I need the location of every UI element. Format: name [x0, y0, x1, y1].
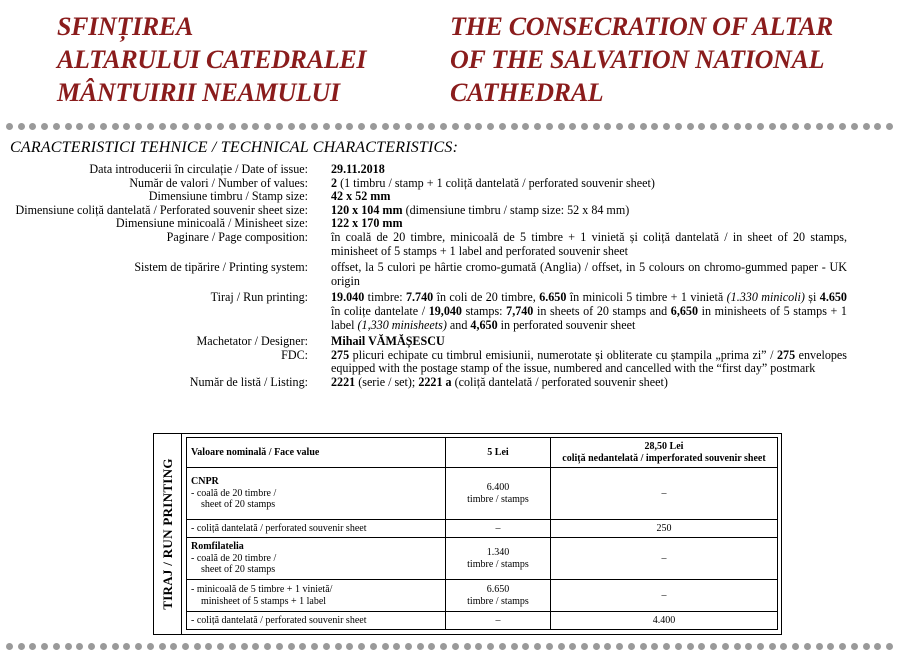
spec-value: Mihail VĂMĂȘESCU — [331, 334, 445, 349]
divider-dot — [159, 643, 166, 650]
divider-dot — [229, 643, 236, 650]
spec-value: 120 x 104 mm (dimensiune timbru / stamp size: 52 x 84 mm) — [331, 202, 630, 217]
divider-dot — [323, 643, 330, 650]
divider-dot — [217, 643, 224, 650]
divider-dot — [816, 643, 823, 650]
spec-label: Tiraj / Run printing: — [210, 290, 308, 305]
divider-dot — [851, 123, 858, 130]
divider-dot — [194, 643, 201, 650]
divider-dot — [53, 643, 60, 650]
divider-dot — [475, 643, 482, 650]
spec-label: Dimensiune coliță dantelată / Perforated souvenir sheet size: — [15, 202, 308, 217]
divider-dot — [299, 123, 306, 130]
divider-dot — [299, 643, 306, 650]
divider-dot — [675, 643, 682, 650]
divider-dot — [252, 643, 259, 650]
divider-dot — [264, 643, 271, 650]
divider-dot — [100, 643, 107, 650]
divider-dot — [417, 123, 424, 130]
spec-row-issue-date — [0, 163, 880, 177]
spec-label: FDC: — [281, 347, 308, 362]
table-row — [187, 538, 778, 580]
divider-dot — [816, 123, 823, 130]
divider-dot — [18, 123, 25, 130]
divider-dot — [346, 643, 353, 650]
divider-dot — [874, 643, 881, 650]
divider-dot — [135, 643, 142, 650]
divider-dot — [511, 123, 518, 130]
divider-dot — [558, 643, 565, 650]
divider-dot — [593, 123, 600, 130]
divider-dot — [382, 123, 389, 130]
divider-dot — [874, 123, 881, 130]
divider-dot — [147, 643, 154, 650]
divider-dot — [604, 123, 611, 130]
spec-row-values — [0, 177, 880, 191]
divider-dot — [405, 643, 412, 650]
spec-row-listing — [0, 376, 880, 390]
row-value-5-lei: – — [446, 612, 551, 630]
divider-dot — [405, 123, 412, 130]
divider-dot — [534, 123, 541, 130]
title-romanian — [57, 10, 366, 109]
divider-dot — [88, 643, 95, 650]
row-description: - coliță dantelată / perforated souvenir sheet — [187, 612, 446, 630]
divider-dot — [288, 643, 295, 650]
spec-value: în coală de 20 timbre, minicoală de 5 timbre + 1 vinietă și coliță dantelată / in sheet of 20 stamps, minisheet of 5 stamps + 1 label and perforated souvenir sheet — [331, 229, 847, 258]
divider-dot — [241, 123, 248, 130]
divider-dot — [581, 123, 588, 130]
divider-dot — [757, 123, 764, 130]
spec-row-sheet-size — [0, 204, 880, 218]
row-description: - coliță dantelată / perforated souvenir sheet — [187, 520, 446, 538]
divider-dot — [827, 123, 834, 130]
divider-dot — [569, 643, 576, 650]
divider-dot — [745, 643, 752, 650]
divider-dot — [522, 123, 529, 130]
divider-dot — [76, 123, 83, 130]
divider-dot — [475, 123, 482, 130]
divider-dot — [346, 123, 353, 130]
divider-dot — [734, 123, 741, 130]
divider-dot — [264, 123, 271, 130]
divider-dot — [6, 643, 13, 650]
divider-dot — [886, 123, 893, 130]
divider-dot — [651, 123, 658, 130]
spec-row-run-printing — [0, 291, 880, 332]
divider-dot — [780, 643, 787, 650]
divider-dot — [628, 643, 635, 650]
divider-dot — [522, 643, 529, 650]
divider-dot — [616, 643, 623, 650]
divider-dot — [581, 643, 588, 650]
spec-value: 29.11.2018 — [331, 162, 385, 176]
divider-dot — [499, 643, 506, 650]
divider-dot — [640, 643, 647, 650]
divider-dot — [863, 643, 870, 650]
divider-dot — [276, 123, 283, 130]
divider-dot — [323, 123, 330, 130]
divider-dot — [370, 643, 377, 650]
spec-label: Machetator / Designer: — [196, 334, 308, 349]
printing-table — [186, 437, 778, 630]
divider-dot — [534, 643, 541, 650]
divider-dot — [616, 123, 623, 130]
divider-dot — [687, 643, 694, 650]
divider-dot — [194, 123, 201, 130]
divider-dot — [53, 123, 60, 130]
divider-dot — [628, 123, 635, 130]
divider-dot — [182, 643, 189, 650]
divider-dot — [229, 123, 236, 130]
divider-dot — [745, 123, 752, 130]
divider-dot — [722, 123, 729, 130]
technical-specs — [0, 163, 880, 390]
spec-row-page-composition — [0, 231, 880, 258]
divider-dot — [827, 643, 834, 650]
divider-dot — [722, 643, 729, 650]
spec-label: Număr de listă / Listing: — [189, 374, 308, 389]
title-en-line-1: THE CONSECRATION OF ALTAR — [450, 12, 833, 41]
run-printing-table — [153, 433, 782, 635]
spec-value: 42 x 52 mm — [331, 189, 391, 204]
divider-dot — [288, 123, 295, 130]
spec-row-minisheet-size — [0, 217, 880, 231]
divider-dot — [147, 123, 154, 130]
divider-dot — [804, 123, 811, 130]
divider-dot — [487, 123, 494, 130]
divider-dot — [205, 123, 212, 130]
divider-dot — [804, 643, 811, 650]
divider-dot — [41, 643, 48, 650]
divider-dot — [370, 123, 377, 130]
table-row — [187, 612, 778, 630]
divider-dot — [558, 123, 565, 130]
header-face-value: Valoare nominală / Face value — [187, 438, 446, 468]
divider-dot — [698, 643, 705, 650]
row-value-5-lei: 6.400 timbre / stamps — [446, 468, 551, 520]
spec-row-printing-system — [0, 261, 880, 288]
divider-dot — [417, 643, 424, 650]
divider-dot — [6, 123, 13, 130]
divider-dot — [88, 123, 95, 130]
header-5-lei: 5 Lei — [446, 438, 551, 468]
divider-dot — [499, 123, 506, 130]
divider-dot — [205, 643, 212, 650]
divider-dot — [252, 123, 259, 130]
divider-dot — [839, 643, 846, 650]
divider-dot — [792, 643, 799, 650]
spec-value: 19.040 timbre: 7.740 în coli de 20 timbre, 6.650 în minicoli 5 timbre + 1 vinietă (1.330 minicoli) și 4.650 în colițe dantelate / 19,040 stamps: 7,740 in sheets of 20 stamps and 6,650 in minisheets of 5 stamps + 1 label (1,330 minisheets) and 4,650 in perforated souvenir sheet — [331, 290, 847, 332]
divider-dot — [170, 123, 177, 130]
divider-dot — [41, 123, 48, 130]
divider-dot — [112, 643, 119, 650]
title-english — [450, 10, 833, 109]
title-ro-line-3: MÂNTUIRII NEAMULUI — [57, 78, 340, 107]
divider-dot — [687, 123, 694, 130]
divider-dot — [780, 123, 787, 130]
spec-row-stamp-size — [0, 190, 880, 204]
divider-dot — [159, 123, 166, 130]
divider-dot — [675, 123, 682, 130]
divider-dot — [311, 643, 318, 650]
divider-dot — [663, 123, 670, 130]
divider-dot — [863, 123, 870, 130]
row-description: CNPR - coală de 20 timbre / sheet of 20 stamps — [187, 468, 446, 520]
divider-dot — [393, 643, 400, 650]
table-header-row — [187, 438, 778, 468]
divider-dot — [217, 123, 224, 130]
divider-dot — [593, 643, 600, 650]
divider-dot — [604, 643, 611, 650]
spec-row-designer — [0, 335, 880, 349]
divider-dot — [464, 643, 471, 650]
divider-dot — [65, 123, 72, 130]
divider-dot — [511, 643, 518, 650]
spec-value: offset, la 5 culori pe hârtie cromo-gumată (Anglia) / offset, in 5 colours on chromo-gummed paper - UK origin — [331, 260, 847, 288]
divider-dot — [710, 643, 717, 650]
divider-dot — [769, 123, 776, 130]
row-value-28-50-lei: – — [551, 580, 778, 612]
spec-label: Data introducerii în circulație / Date of issue: — [89, 162, 308, 176]
spec-value: 275 plicuri echipate cu timbrul emisiunii, numerotate și obliterate cu ștampila „prima zi” / 275 envelopes equipped with the postage stamp of the issue, numbered and cancelled with the “first day” postmark — [331, 347, 847, 376]
divider-dot — [452, 123, 459, 130]
divider-dot — [839, 123, 846, 130]
divider-dot — [29, 123, 36, 130]
table-side-label — [154, 434, 182, 634]
section-title: CARACTERISTICI TEHNICE / TECHNICAL CHARACTERISTICS: — [10, 139, 459, 156]
row-value-28-50-lei: – — [551, 468, 778, 520]
divider-dot — [757, 643, 764, 650]
divider-dot — [698, 123, 705, 130]
divider-dot — [112, 123, 119, 130]
divider-dot — [663, 643, 670, 650]
table-row — [187, 520, 778, 538]
side-label-text: TIRAJ / RUN PRINTING — [159, 458, 175, 610]
spec-label: Dimensiune timbru / Stamp size: — [148, 189, 308, 204]
divider-dot — [241, 643, 248, 650]
spec-value: 122 x 170 mm — [331, 216, 403, 231]
divider-dot — [546, 643, 553, 650]
divider-dot — [100, 123, 107, 130]
spec-label: Sistem de tipărire / Printing system: — [134, 260, 308, 275]
divider-dot — [382, 643, 389, 650]
divider-dot — [335, 643, 342, 650]
spec-label: Număr de valori / Number of values: — [129, 175, 308, 190]
row-value-28-50-lei: 250 — [551, 520, 778, 538]
divider-dot — [76, 643, 83, 650]
divider-dot — [546, 123, 553, 130]
row-value-28-50-lei: 4.400 — [551, 612, 778, 630]
divider-dot — [29, 643, 36, 650]
row-value-5-lei: 6.650 timbre / stamps — [446, 580, 551, 612]
divider-dot — [769, 643, 776, 650]
header-28-50-lei: 28,50 Lei coliță nedantelată / imperforated souvenir sheet — [551, 438, 778, 468]
divider-dot — [464, 123, 471, 130]
title-ro-line-2: ALTARULUI CATEDRALEI — [57, 45, 367, 74]
divider-dot — [569, 123, 576, 130]
divider-dot — [135, 123, 142, 130]
divider-dot — [276, 643, 283, 650]
dotted-divider-bottom — [6, 643, 894, 655]
row-value-28-50-lei: – — [551, 538, 778, 580]
divider-dot — [440, 643, 447, 650]
dotted-divider-top — [6, 123, 894, 135]
spec-label: Dimensiune minicoală / Minisheet size: — [115, 216, 308, 231]
divider-dot — [358, 123, 365, 130]
divider-dot — [440, 123, 447, 130]
divider-dot — [393, 123, 400, 130]
spec-label: Paginare / Page composition: — [166, 229, 308, 244]
divider-dot — [335, 123, 342, 130]
divider-dot — [851, 643, 858, 650]
divider-dot — [792, 123, 799, 130]
divider-dot — [886, 643, 893, 650]
divider-dot — [452, 643, 459, 650]
divider-dot — [640, 123, 647, 130]
divider-dot — [123, 643, 130, 650]
title-en-line-2: OF THE SALVATION NATIONAL — [450, 45, 825, 74]
divider-dot — [18, 643, 25, 650]
divider-dot — [123, 123, 130, 130]
table-row — [187, 580, 778, 612]
spec-row-fdc — [0, 349, 880, 376]
row-value-5-lei: 1.340 timbre / stamps — [446, 538, 551, 580]
divider-dot — [651, 643, 658, 650]
row-description: - minicoală de 5 timbre + 1 vinietă/ minisheet of 5 stamps + 1 label — [187, 580, 446, 612]
spec-value: 2 (1 timbru / stamp + 1 coliță dantelată / perforated souvenir sheet) — [331, 175, 655, 190]
divider-dot — [428, 123, 435, 130]
table-row — [187, 468, 778, 520]
spec-value: 2221 (serie / set); 2221 a (coliță dantelată / perforated souvenir sheet) — [331, 374, 668, 389]
row-description: Romfilatelia - coală de 20 timbre / sheet of 20 stamps — [187, 538, 446, 580]
divider-dot — [358, 643, 365, 650]
divider-dot — [710, 123, 717, 130]
title-en-line-3: CATHEDRAL — [450, 78, 604, 107]
title-ro-line-1: SFINȚIREA — [57, 12, 194, 41]
divider-dot — [487, 643, 494, 650]
divider-dot — [428, 643, 435, 650]
divider-dot — [182, 123, 189, 130]
divider-dot — [311, 123, 318, 130]
row-value-5-lei: – — [446, 520, 551, 538]
divider-dot — [734, 643, 741, 650]
divider-dot — [65, 643, 72, 650]
divider-dot — [170, 643, 177, 650]
